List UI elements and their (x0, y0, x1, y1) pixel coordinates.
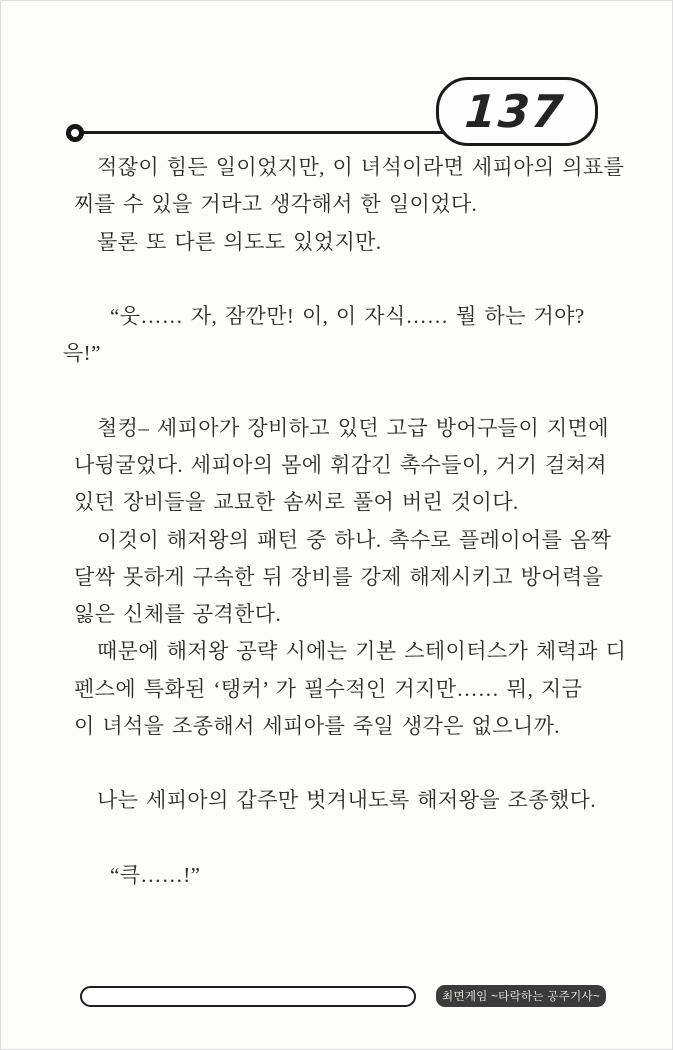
text-line (74, 261, 614, 298)
page-number-badge (436, 77, 598, 146)
text-line: “웃…… 자, 잠깐만! 이, 이 자식…… 뭘 하는 거야? (110, 304, 585, 328)
text-line: 이것이 해저왕의 패턴 중 하나. 촉수로 플레이어를 옴짝 (97, 527, 612, 552)
text-line (74, 373, 614, 410)
header-rule-line (80, 131, 445, 134)
text-line: 있던 장비들을 교묘한 솜씨로 풀어 버린 것이다. (74, 490, 519, 515)
text-line: 잃은 신체를 공격한다. (74, 602, 282, 626)
header-rule-ring-icon (66, 124, 84, 142)
text-line (74, 820, 614, 857)
book-title-badge: 최면게임 ~타락하는 공주기사~ (436, 985, 606, 1007)
footer-decoration-bar (80, 986, 416, 1007)
text-line: 나뒹굴었다. 세피아의 몸에 휘감긴 촉수들이, 거기 걸쳐져 (74, 453, 607, 477)
text-line: 적잖이 힘든 일이었지만, 이 녀석이라면 세피아의 의표를 (97, 155, 625, 179)
text-line: 펜스에 특화된 ‘탱커’ 가 필수적인 거지만…… 뭐, 지금 (74, 676, 583, 701)
text-line: 물론 또 다른 의도도 있었지만. (97, 229, 382, 254)
text-line (74, 745, 614, 782)
text-line: 윽!” (63, 341, 101, 366)
text-line: 이 녀석을 조종해서 세피아를 죽일 생각은 없으니까. (74, 713, 560, 738)
text-line: 철컹– 세피아가 장비하고 있던 고급 방어구들이 지면에 (97, 415, 609, 440)
text-line: 때문에 해저왕 공략 시에는 기본 스테이터스가 체력과 디 (97, 639, 627, 664)
text-line: 달싹 못하게 구속한 뒤 장비를 강제 해제시키고 방어력을 (74, 564, 604, 589)
novel-text (63, 149, 627, 894)
text-line: 찌를 수 있을 거라고 생각해서 한 일이었다. (74, 192, 478, 217)
text-line: 나는 세피아의 갑주만 벗겨내도록 해저왕을 조종했다. (97, 788, 596, 813)
text-line: “큭……!” (110, 862, 201, 887)
page-number: 137 (463, 85, 567, 138)
